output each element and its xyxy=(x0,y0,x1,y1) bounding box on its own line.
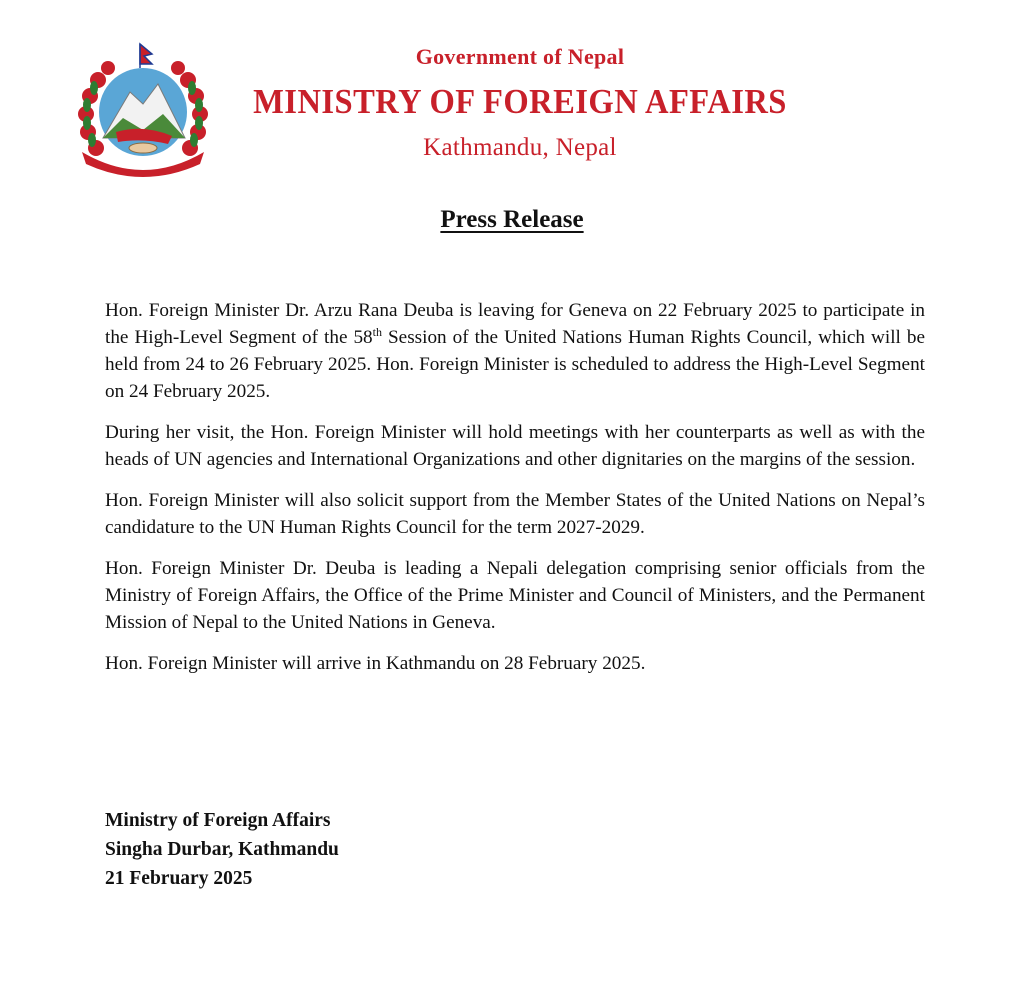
signature-address: Singha Durbar, Kathmandu xyxy=(105,839,339,860)
paragraph-1: Hon. Foreign Minister Dr. Arzu Rana Deuba is leaving for Geneva on 22 February 2025 to participate in the High-Level Segment of the 58th Session of the United Nations Human Rights Council, which will be held from 24 to 26 February 2025. Hon. Foreign Minister is scheduled to address the High-Level Segment on 24 February 2025. xyxy=(105,300,925,402)
press-release-body xyxy=(105,297,925,691)
signature-office: Ministry of Foreign Affairs xyxy=(105,810,331,831)
paragraph-2: During her visit, the Hon. Foreign Minister will hold meetings with her counterparts as well as with the heads of UN agencies and International Organizations and other dignitaries on the margins of the session. xyxy=(105,422,925,470)
signature-date: 21 February 2025 xyxy=(105,868,253,889)
paragraph-3: Hon. Foreign Minister will also solicit support from the Member States of the United Nations on Nepal’s candidature to the UN Human Rights Council for the term 2027-2029. xyxy=(105,490,925,538)
city-heading: Kathmandu, Nepal xyxy=(423,134,617,161)
ministry-heading: MINISTRY OF FOREIGN AFFAIRS xyxy=(253,82,787,121)
nepal-coat-of-arms-icon xyxy=(68,40,218,180)
signature-block xyxy=(105,806,339,893)
press-release-title: Press Release xyxy=(440,206,584,233)
paragraph-4: Hon. Foreign Minister Dr. Deuba is leading a Nepali delegation comprising senior officials from the Ministry of Foreign Affairs, the Office of the Prime Minister and Council of Ministers, and the Permanent Mission of Nepal to the United Nations in Geneva. xyxy=(105,558,925,633)
paragraph-5: Hon. Foreign Minister will arrive in Kathmandu on 28 February 2025. xyxy=(105,653,646,674)
government-heading: Government of Nepal xyxy=(415,44,625,69)
ordinal-superscript: th xyxy=(372,325,382,339)
